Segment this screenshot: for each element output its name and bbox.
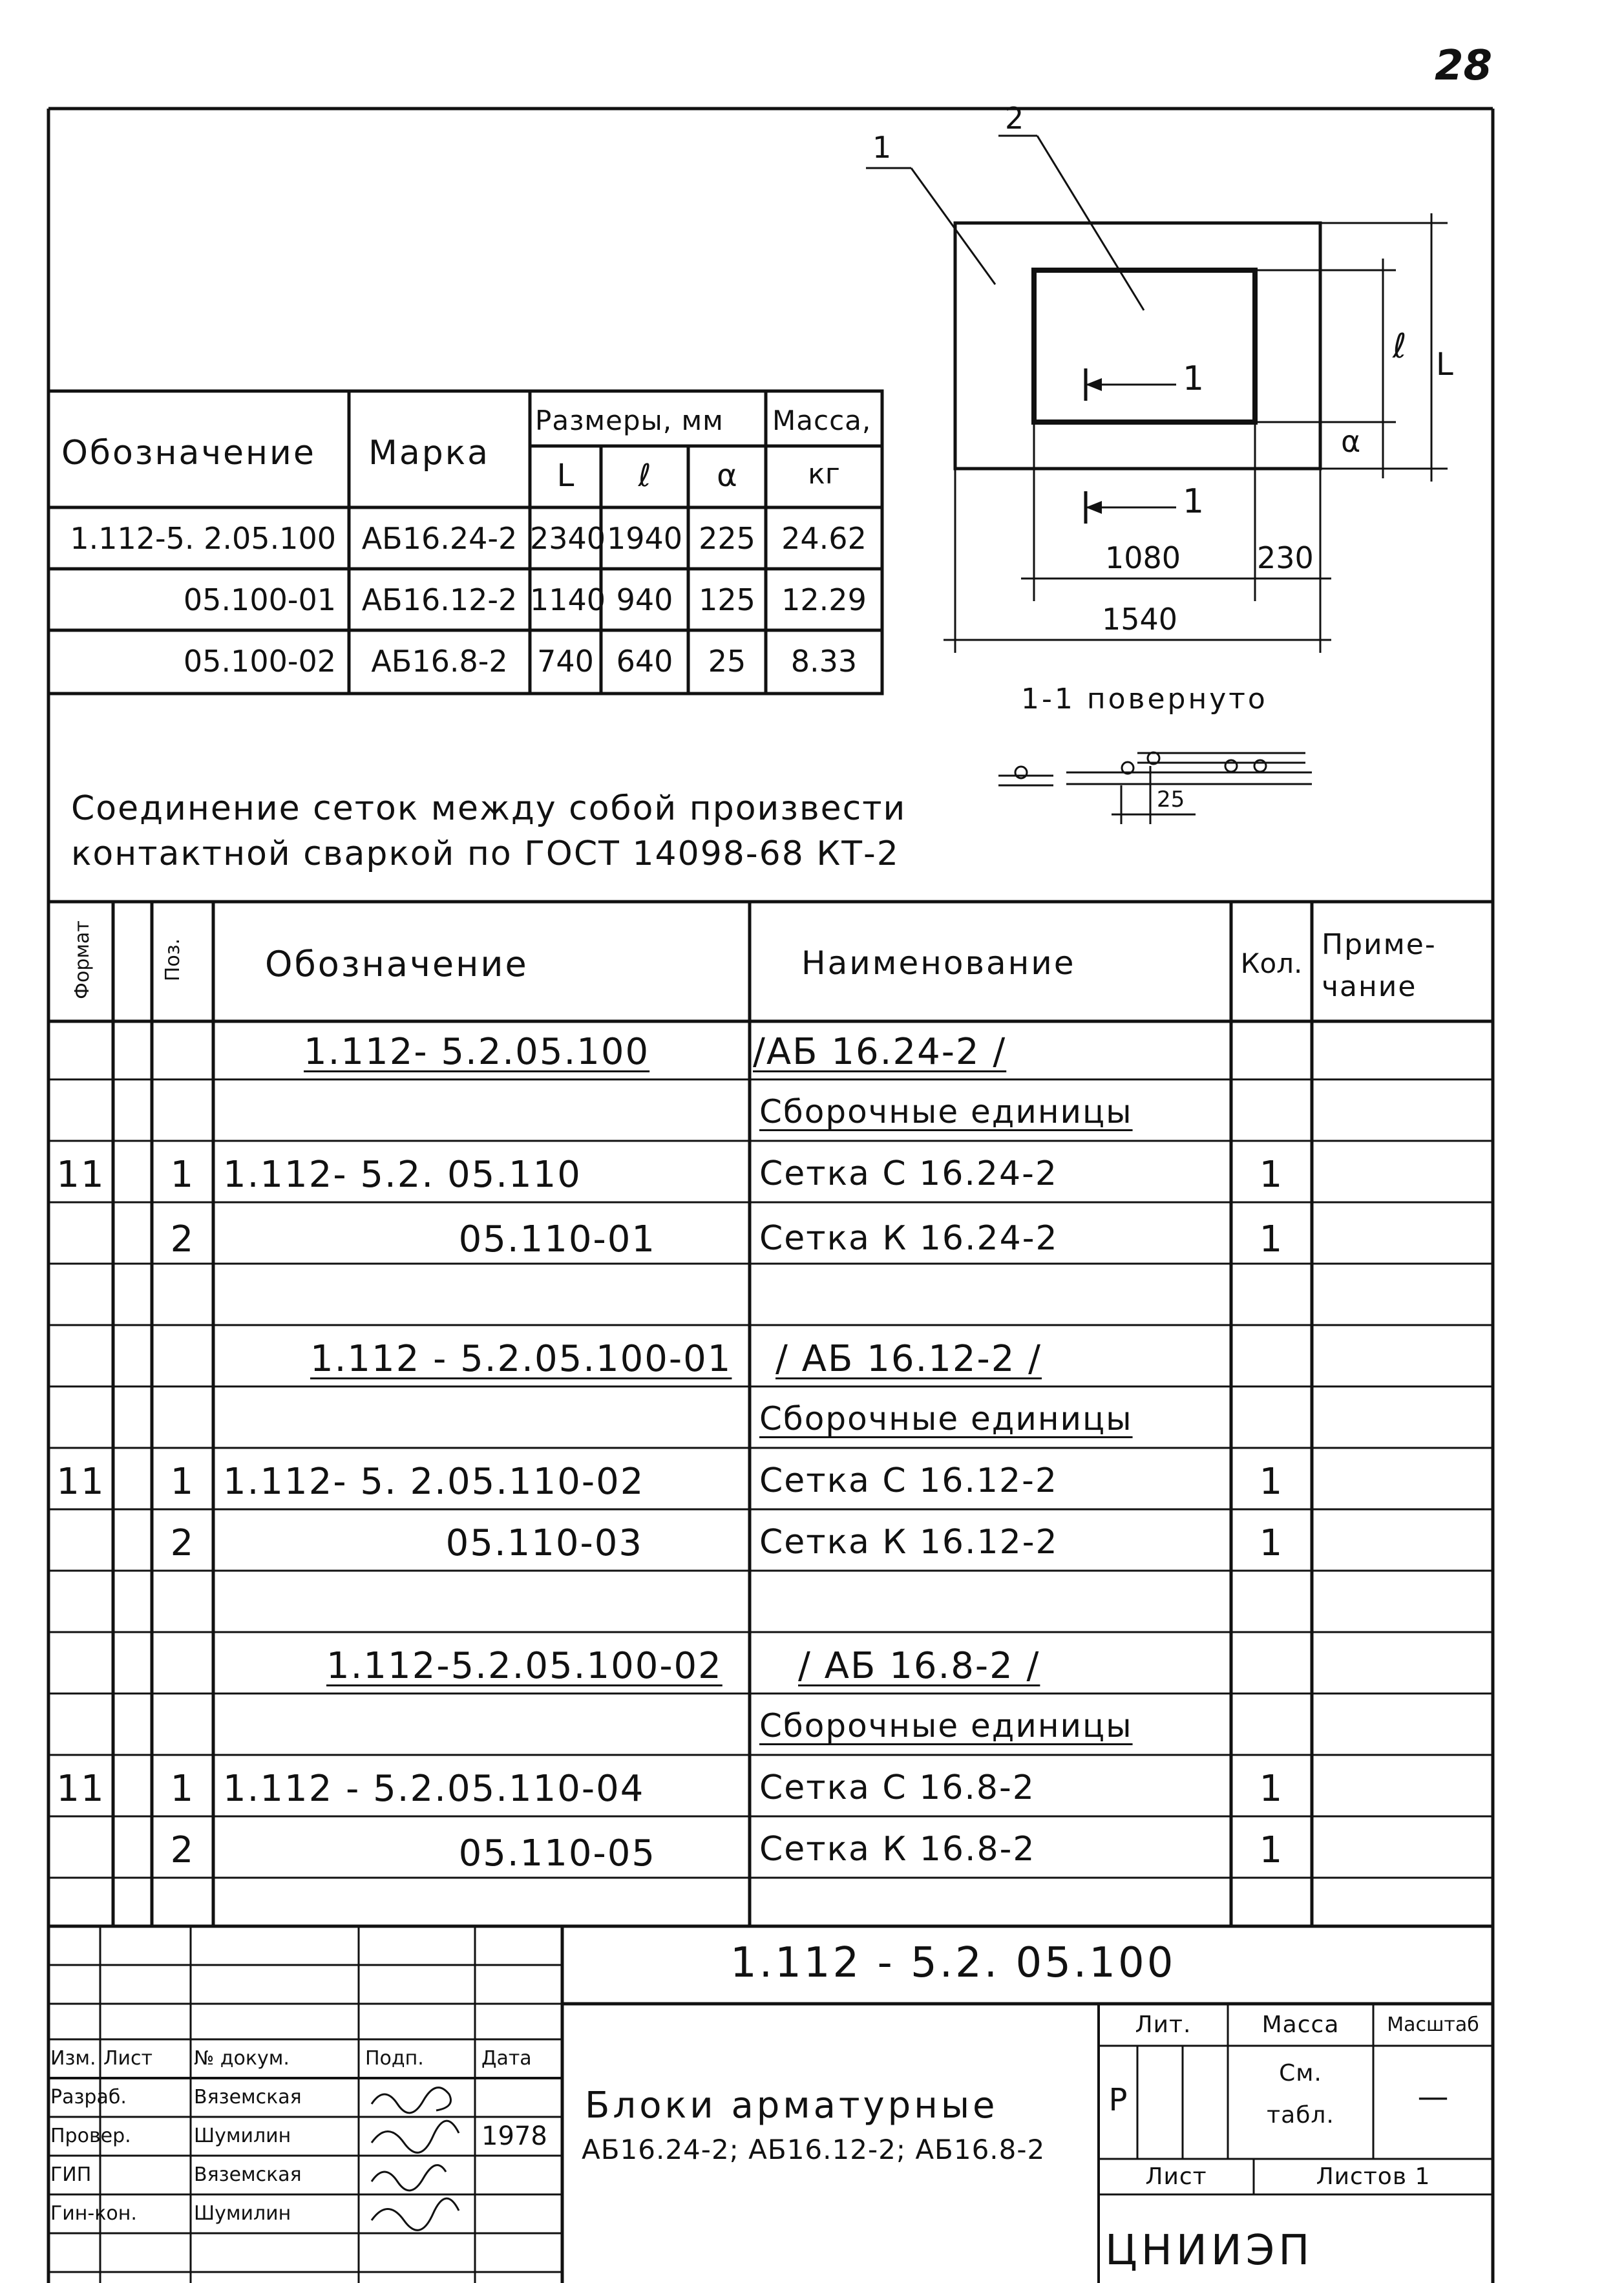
item-qty: 1 (1259, 1829, 1284, 1871)
item-pos: 1 (170, 1154, 195, 1196)
row3-l: 640 (616, 644, 673, 679)
row2-a: 125 (699, 582, 755, 617)
header-designation: Обозначение (61, 434, 316, 473)
row3-mark: АБ16.8-2 (371, 644, 508, 679)
note-line-2: контактной сваркой по ГОСТ 14098-68 КТ-2 (71, 834, 900, 873)
item-qty: 1 (1259, 1154, 1284, 1196)
tb-role-1: Разраб. (50, 2086, 127, 2108)
item-qty: 1 (1259, 1461, 1284, 1503)
tb-role-3: ГИП (50, 2163, 92, 2186)
item-designation: 1.112- 5.2. 05.110 (223, 1154, 582, 1196)
item-name: Сетка К 16.24-2 (759, 1219, 1059, 1258)
row1-l: 1940 (606, 521, 683, 556)
group2-title: 1.112 - 5.2.05.100-01 (310, 1338, 732, 1380)
tb-role-2: Провер. (50, 2125, 131, 2147)
group2-mark: / АБ 16.12-2 / (775, 1338, 1042, 1380)
tb-role-4: Гин-кон. (50, 2202, 137, 2225)
item-name: Сетка С 16.12-2 (759, 1461, 1058, 1500)
spec-header-pos: Поз. (162, 938, 184, 982)
item-pos: 1 (170, 1461, 195, 1503)
header-col-l: ℓ (638, 458, 651, 494)
tb-header-sign: Подп. (365, 2047, 424, 2070)
row2-mass: 12.29 (781, 582, 867, 617)
dim-label-a: α (1341, 424, 1361, 459)
tb-title-line-2: АБ16.24-2; АБ16.12-2; АБ16.8-2 (582, 2134, 1046, 2165)
item-designation: 05.110-01 (458, 1218, 656, 1260)
item-name: Сетка К 16.12-2 (759, 1523, 1059, 1562)
tb-header-list: Лист (103, 2047, 153, 2070)
row2-L: 1140 (530, 582, 606, 617)
row3-mass: 8.33 (790, 644, 858, 679)
group1-mark: /АБ 16.24-2 / (753, 1031, 1007, 1073)
tb-sheets-label: Листов 1 (1316, 2163, 1431, 2190)
tb-sheet-label: Лист (1145, 2163, 1207, 2190)
item-name: Сетка С 16.8-2 (759, 1768, 1035, 1807)
spec-header-qty: Кол. (1240, 948, 1303, 979)
group2-section: Сборочные единицы (759, 1400, 1133, 1438)
tb-date-2: 1978 (481, 2121, 547, 2151)
item-qty: 1 (1259, 1768, 1284, 1810)
row3-a: 25 (708, 644, 746, 679)
header-col-a: α (717, 458, 737, 494)
tb-name-2: Шумилин (194, 2125, 291, 2147)
item-qty: 1 (1259, 1218, 1284, 1260)
header-col-L: L (556, 458, 575, 494)
doc-number: 1.112 - 5.2. 05.100 (730, 1939, 1176, 1987)
item-designation: 05.110-05 (458, 1832, 656, 1874)
row1-L: 2340 (530, 521, 606, 556)
item-pos: 2 (170, 1218, 195, 1260)
tb-mass-label: Масса (1261, 2012, 1340, 2038)
dim-label-230: 230 (1257, 540, 1314, 575)
item-format: 11 (56, 1154, 105, 1196)
section-caption: 1-1 повернуто (1021, 683, 1268, 716)
header-col-kg: кг (808, 458, 840, 491)
dim-label-1080: 1080 (1105, 540, 1181, 575)
item-name: Сетка К 16.8-2 (759, 1830, 1036, 1869)
tb-name-4: Шумилин (194, 2202, 291, 2225)
tb-title-line-1: Блоки арматурные (585, 2085, 998, 2127)
row1-mark: АБ16.24-2 (361, 521, 518, 556)
dim-label-1540: 1540 (1102, 602, 1178, 637)
row2-l: 940 (616, 582, 673, 617)
spec-header-note-1: Приме- (1322, 928, 1437, 961)
item-name: Сетка С 16.24-2 (759, 1154, 1058, 1193)
group3-title: 1.112-5.2.05.100-02 (326, 1645, 722, 1687)
row3-designation: 05.100-02 (183, 644, 336, 679)
group3-section: Сборочные единицы (759, 1707, 1133, 1745)
dim-label-25: 25 (1157, 787, 1185, 812)
tb-scale-value: — (1417, 2079, 1449, 2115)
tb-lit-value: Р (1108, 2082, 1128, 2118)
tb-mass-value-1: См. (1279, 2060, 1322, 2087)
header-mark: Марка (368, 434, 490, 473)
header-dimensions: Размеры, мм (535, 405, 724, 436)
header-mass: Масса, (772, 405, 872, 436)
tb-name-1: Вяземская (194, 2086, 302, 2108)
row3-L: 740 (537, 644, 594, 679)
row1-designation: 1.112-5. 2.05.100 (70, 521, 336, 556)
item-pos: 2 (170, 1522, 195, 1564)
dim-label-L: L (1436, 346, 1453, 383)
tb-organization: ЦНИИЭП (1105, 2227, 1314, 2275)
row1-a: 225 (699, 521, 755, 556)
tb-lit-label: Лит. (1135, 2012, 1192, 2038)
tb-header-izm: Изм. (50, 2047, 96, 2070)
item-pos: 2 (170, 1829, 195, 1871)
tb-header-doc: № докум. (194, 2047, 290, 2070)
item-designation: 05.110-03 (445, 1522, 643, 1564)
group3-mark: / АБ 16.8-2 / (798, 1645, 1040, 1687)
tb-header-date: Дата (481, 2047, 532, 2070)
note-line-1: Соединение сеток между собой произвести (71, 789, 907, 828)
tb-mass-value-2: табл. (1267, 2102, 1334, 2129)
spec-header-note-2: чание (1322, 970, 1417, 1003)
spec-header-name: Наименование (801, 944, 1076, 982)
item-format: 11 (56, 1768, 105, 1810)
group1-title: 1.112- 5.2.05.100 (304, 1031, 650, 1073)
group1-section: Сборочные единицы (759, 1093, 1133, 1131)
item-pos: 1 (170, 1768, 195, 1810)
page-number: 28 (1435, 42, 1493, 90)
row2-mark: АБ16.12-2 (361, 582, 518, 617)
dim-label-l: ℓ (1393, 327, 1407, 366)
spec-header-designation: Обозначение (265, 944, 529, 984)
spec-header-format: Формат (71, 920, 94, 999)
leader-label-1: 1 (872, 130, 892, 165)
item-designation: 1.112- 5. 2.05.110-02 (223, 1461, 645, 1503)
section-mark-top: 1 (1183, 359, 1205, 398)
row1-mass: 24.62 (781, 521, 867, 556)
tb-name-3: Вяземская (194, 2163, 302, 2186)
section-mark-bottom: 1 (1183, 482, 1205, 521)
item-qty: 1 (1259, 1522, 1284, 1564)
item-designation: 1.112 - 5.2.05.110-04 (223, 1768, 645, 1810)
row2-designation: 05.100-01 (183, 582, 336, 617)
item-format: 11 (56, 1461, 105, 1503)
leader-label-2: 2 (1005, 101, 1024, 136)
tb-scale-label: Масштаб (1387, 2013, 1479, 2036)
